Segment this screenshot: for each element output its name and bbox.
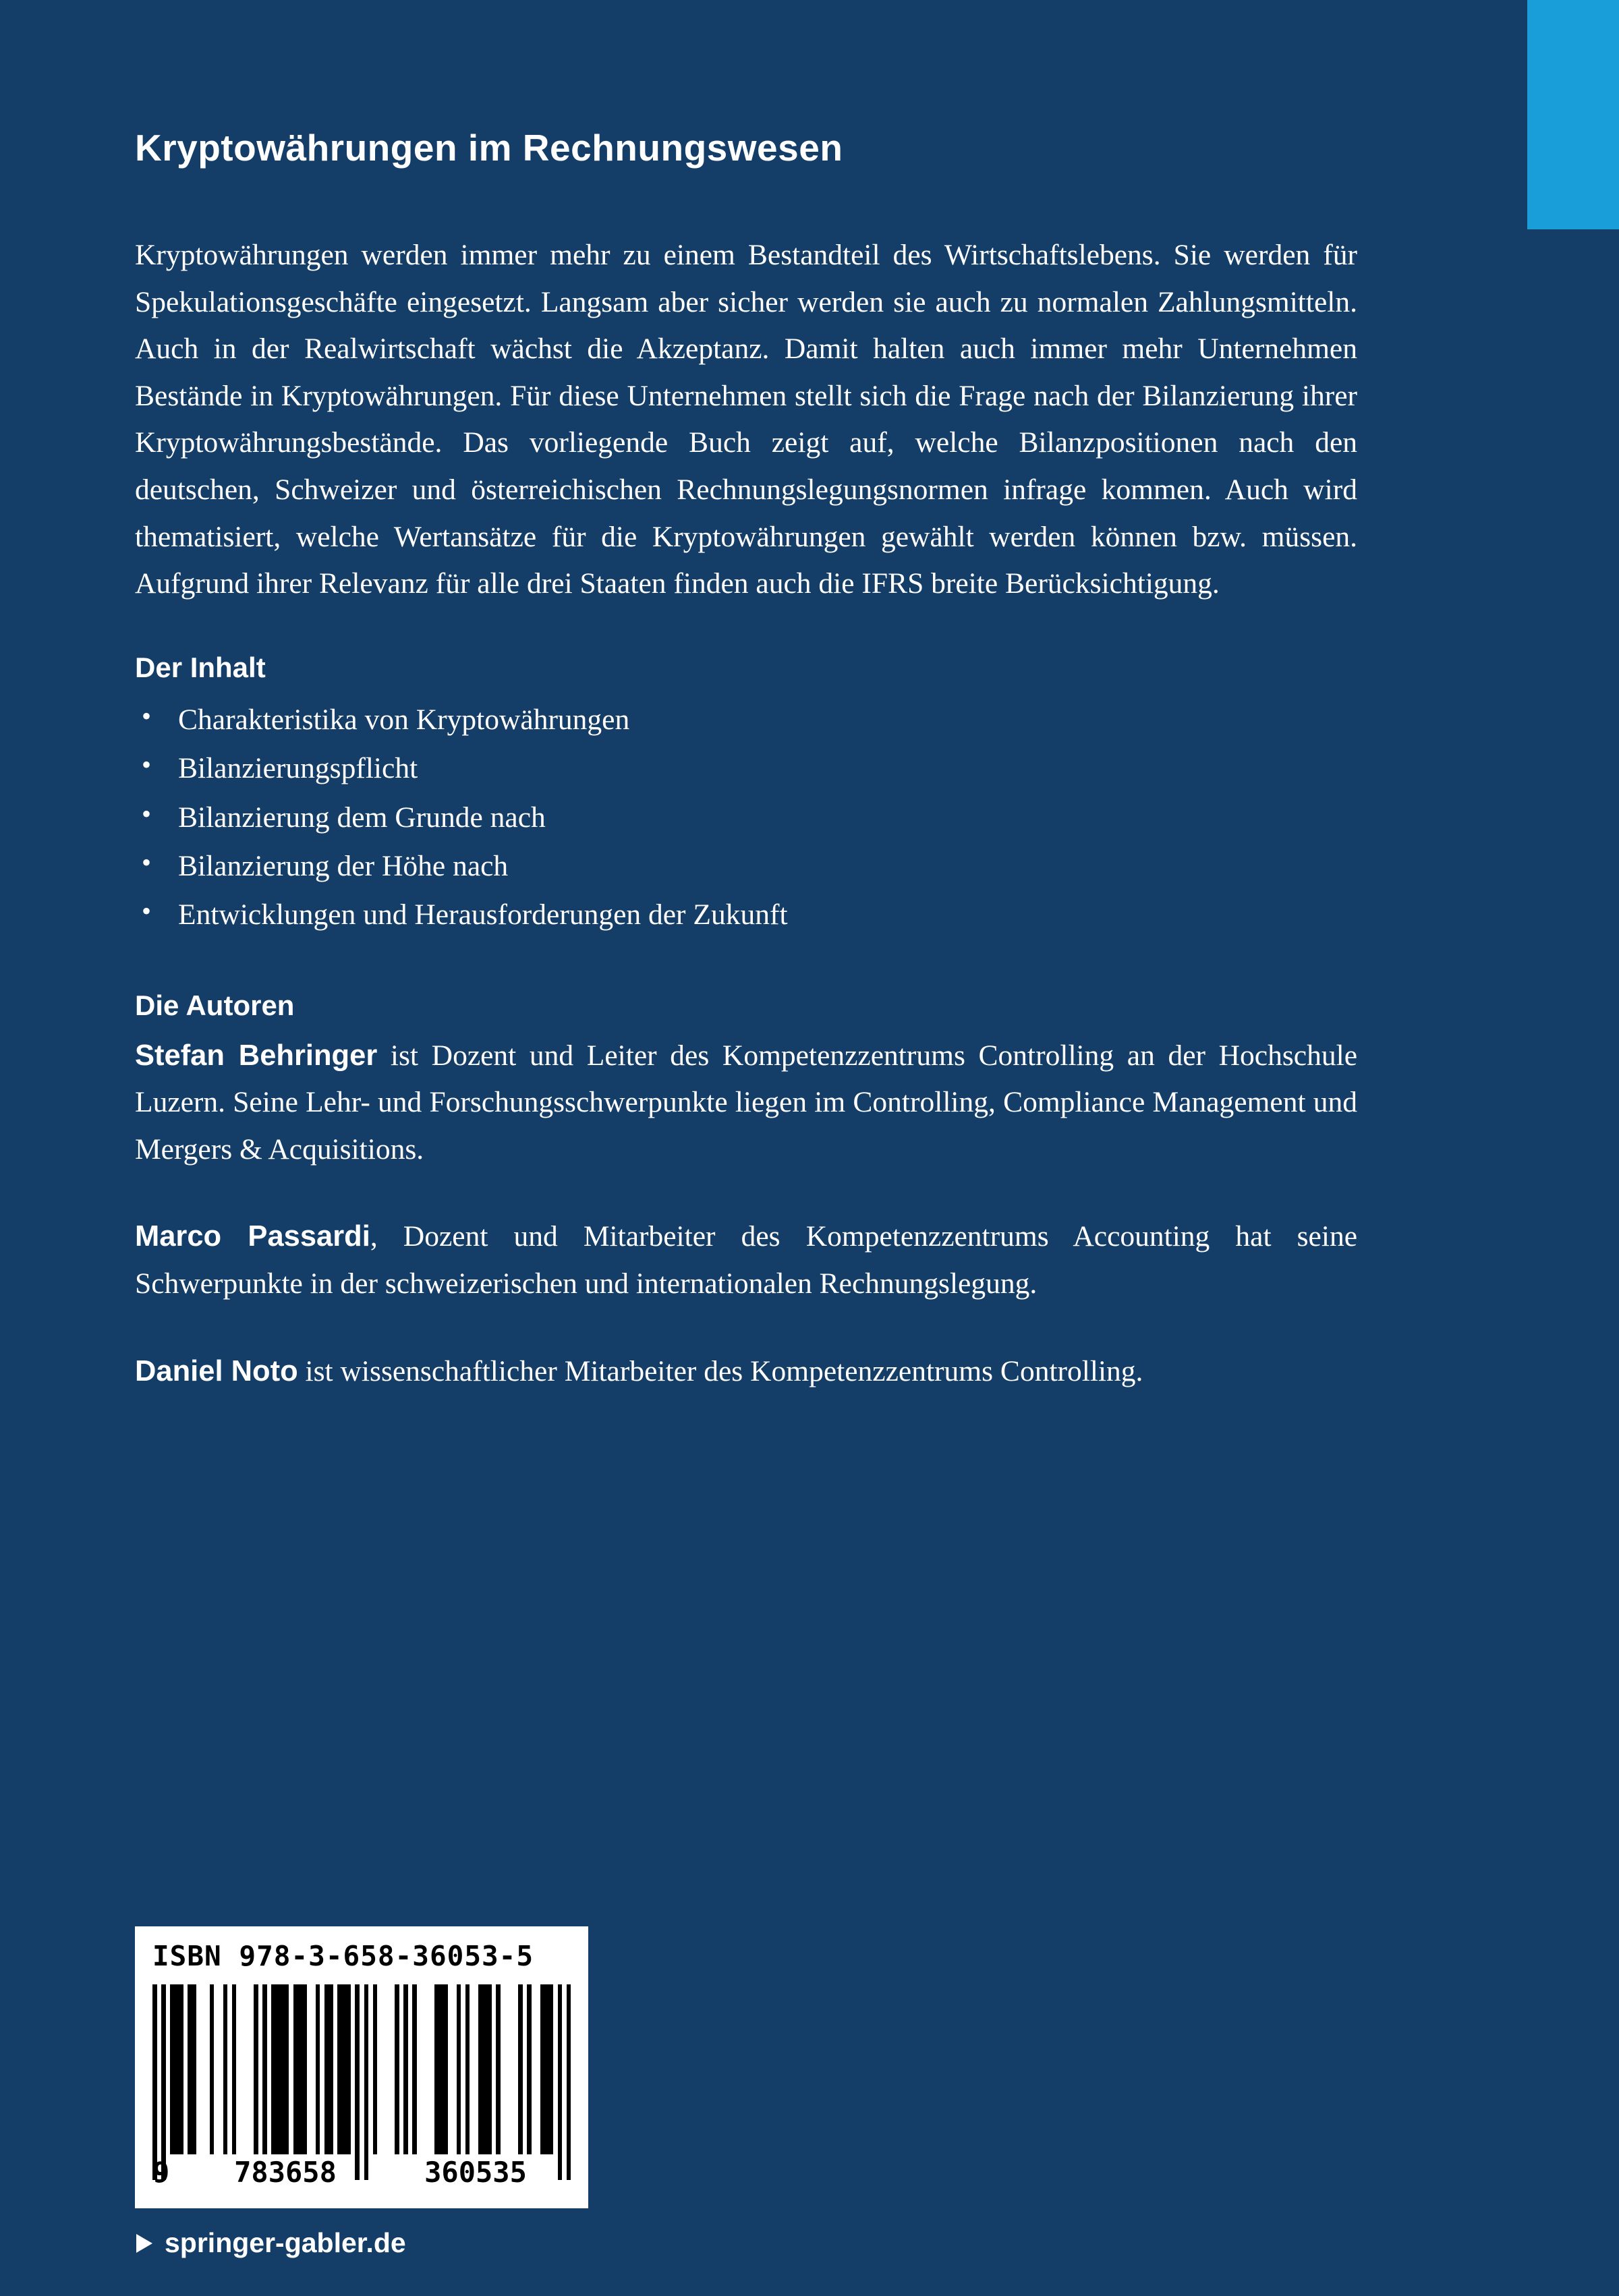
book-title: Kryptowährungen im Rechnungswesen (135, 127, 843, 169)
isbn-label: ISBN 978-3-658-36053-5 (152, 1940, 534, 1972)
arrow-right-icon (136, 2234, 152, 2253)
contents-item: • Entwicklungen und Herausforderungen der Zukunft (135, 890, 1357, 939)
author-bio (135, 1213, 1357, 1307)
author-bio (135, 1033, 1357, 1174)
author-bio-text: ist wissenschaftlicher Mitarbeiter des Kompetenzzentrums Controlling. (297, 1354, 1143, 1387)
author-bio (135, 1348, 1357, 1396)
accent-corner-block (1527, 0, 1619, 229)
author-bio-text: , Dozent und Mitarbeiter des Kompetenzzentrums Accounting hat seine Schwerpunkte in der schweizerischen und internationalen Rechnungslegung. (135, 1220, 1358, 1300)
contents-heading: Der Inhalt (135, 651, 266, 683)
author-name: Marco Passardi (135, 1220, 370, 1253)
contents-item: • Charakteristika von Kryptowährungen (135, 695, 1357, 744)
contents-item: • Bilanzierung dem Grunde nach (135, 793, 1357, 842)
barcode-digits (152, 2157, 571, 2188)
barcode (152, 1984, 571, 2154)
authors-heading: Die Autoren (135, 989, 295, 1022)
contents-item: • Bilanzierungspflicht (135, 744, 1357, 793)
barcode-digit-group: 783658 (234, 2156, 337, 2189)
barcode-digit-group: 360535 (424, 2156, 527, 2189)
author-name: Daniel Noto (135, 1354, 298, 1387)
isbn-barcode-panel (135, 1926, 588, 2208)
publisher-link[interactable]: springer-gabler.de (165, 2227, 406, 2258)
author-bio-text: ist Dozent und Leiter des Kompetenzzentrums Controlling an der Hochschule Luzern. Seine Lehr- und Forschungsschwerpunkte liegen im Controlling, Compliance Management und Mergers & Acquisitions. (135, 1039, 1357, 1166)
contents-list (135, 695, 1357, 939)
cover-text-column (135, 125, 1357, 1435)
book-blurb: Kryptowährungen werden immer mehr zu einem Bestandteil des Wirtschaftslebens. Sie werden für Spekulationsgeschäfte eingesetzt. Langsam aber sicher werden sie auch zu normalen Zahlungsmitteln. Auch in der Realwirtschaft wächst die Akzeptanz. Damit halten auch immer mehr Unternehmen Bestände in Kryptowährungen. Für diese Unternehmen stellt sich die Frage nach der Bilanzierung ihrer Kryptowährungsbestände. Das vorliegende Buch zeigt auf, welche Bilanzpositionen nach den deutschen, Schweizer und österreichischen Rechnungslegungsnormen infrage kommen. Auch wird thematisiert, welche Wertansätze für die Kryptowährungen gewählt werden können bzw. müssen. Aufgrund ihrer Relevanz für alle drei Staaten finden auch die IFRS breite Berücksichtigung. (135, 239, 1357, 600)
contents-item: • Bilanzierung der Höhe nach (135, 842, 1357, 890)
author-name: Stefan Behringer (135, 1039, 378, 1072)
publisher-line (136, 2227, 406, 2259)
barcode-digit-group: 9 (152, 2156, 170, 2189)
